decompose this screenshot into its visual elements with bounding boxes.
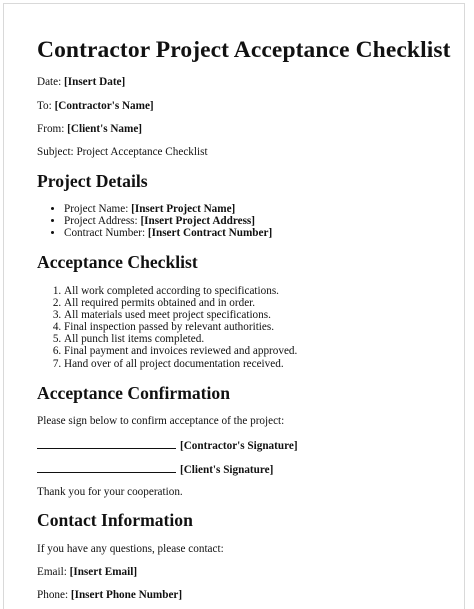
client-signature-label: [Client's Signature] [180,464,274,476]
from-label: From: [37,123,65,135]
list-item: 6. Final payment and invoices reviewed and approved. [64,345,297,357]
confirmation-intro: Please sign below to confirm acceptance of the project: [37,415,285,427]
closing-text: Thank you for your cooperation. [37,486,183,498]
subject-line: Subject: Project Acceptance Checklist [37,146,208,158]
document-page [3,3,465,609]
contractor-signature-label: [Contractor's Signature] [180,440,298,452]
list-item: • Project Name: [Insert Project Name] [64,203,272,215]
email-line [37,566,137,578]
list-item: 3. All materials used meet project specifications. [64,309,297,321]
date-value: [Insert Date] [64,76,126,88]
from-line [37,123,142,135]
to-label: To: [37,100,52,112]
to-value: [Contractor's Name] [54,100,154,112]
from-value: [Client's Name] [67,123,143,135]
acceptance-confirmation-heading: Acceptance Confirmation [37,383,230,403]
document-title: Contractor Project Acceptance Checklist [37,37,451,63]
list-item: 1. All work completed according to specifications. [64,285,297,297]
acceptance-checklist-list [37,285,297,370]
contact-intro: If you have any questions, please contact: [37,543,224,555]
client-signature-line [37,462,273,476]
to-line [37,100,154,112]
contractor-signature-line [37,438,298,452]
project-details-list [37,203,272,239]
date-line [37,76,125,88]
list-item: 7. Hand over of all project documentation received. [64,358,297,370]
list-item: • Contract Number: [Insert Contract Number] [64,227,272,239]
signature-blank [37,438,176,449]
project-details-heading: Project Details [37,171,148,191]
list-item: 5. All punch list items completed. [64,333,297,345]
date-label: Date: [37,76,62,88]
email-label: Email: [37,566,67,578]
phone-value: [Insert Phone Number] [70,589,183,601]
acceptance-checklist-heading: Acceptance Checklist [37,252,198,272]
phone-line [37,589,182,601]
list-item: • Project Address: [Insert Project Address] [64,215,272,227]
list-item: 4. Final inspection passed by relevant authorities. [64,321,297,333]
phone-label: Phone: [37,589,69,601]
list-item: 2. All required permits obtained and in order. [64,297,297,309]
email-value: [Insert Email] [69,566,138,578]
contact-information-heading: Contact Information [37,510,193,530]
signature-blank [37,462,176,473]
